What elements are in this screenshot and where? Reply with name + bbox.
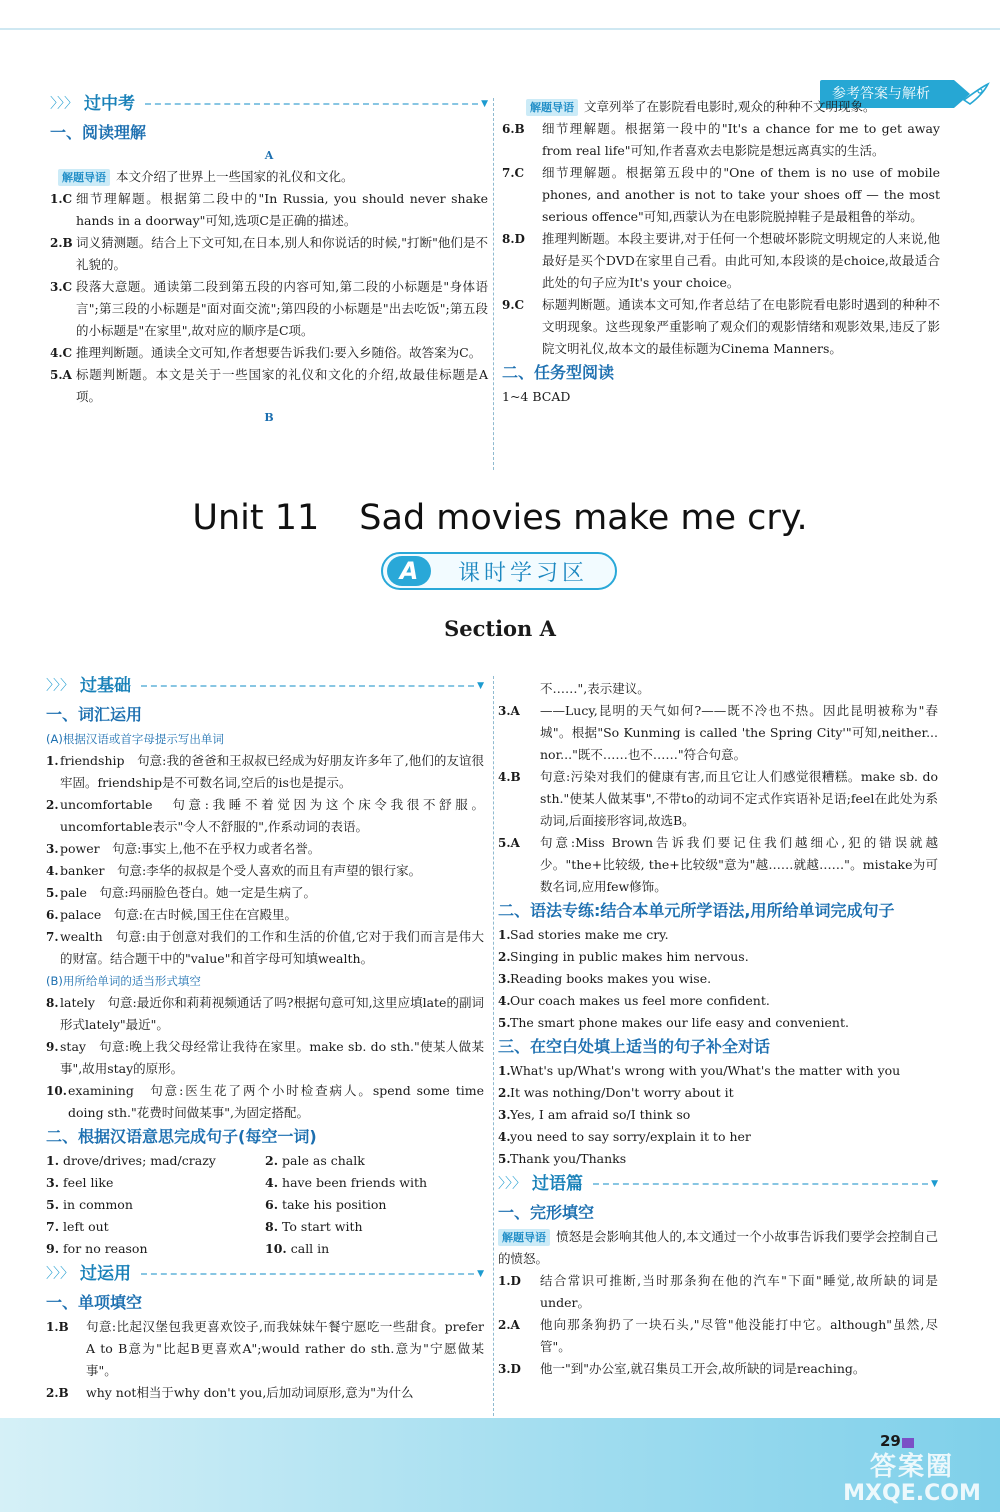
part-title-reading: 一、阅读理解 [50,123,147,142]
answer-item: 1.C 细节理解题。根据第二段中的"In Russia, you should never shake hands in a doorway"可知,选项C是正确的描述。 [50,191,488,228]
section-title: 过基础 [80,676,131,696]
guide-paragraph [502,96,940,118]
answer-item: 3. power 句意:事实上,他不在乎权力或者名誉。 [46,841,321,856]
dashed-rule [141,685,474,687]
arrow-down-icon: ▼ [477,681,484,691]
unit-title [0,494,1000,542]
arrow-down-icon: ▼ [481,99,488,109]
dashed-rule [593,1183,928,1185]
wings-icon: 〉〉〉 [46,678,74,694]
answer-item: 6. palace 句意:在古时候,国王住在宫殿里。 [46,907,297,922]
top-left-column [50,92,488,428]
unit-name: Sad movies make me cry. [359,498,808,538]
answer-item: 6.B 细节理解题。根据第一段中的"It's a chance for me to get away from real life"可知,作者喜欢去电影院是想远离真实的生活。 [502,121,940,158]
answer-pair-row: 7. left out 8. To start with [46,1219,363,1234]
part-title-grammar: 二、语法专练:结合本单元所学语法,用所给单词完成句子 [498,901,895,920]
wings-icon: 〉〉〉 [50,96,78,112]
badge-letter: A [387,556,431,586]
part-title-cloze: 一、完形填空 [498,1203,595,1222]
answer-pair-row: 9. for no reason 10. call in [46,1241,330,1256]
dialog-item: 5. Thank you/Thanks [498,1151,627,1166]
section-heading: Section A [444,616,556,641]
dialog-item: 3. Yes, I am afraid so/I think so [498,1107,691,1122]
part-title-single-choice: 一、单项填空 [46,1293,143,1312]
answer-item: 3.C 段落大意题。通读第二段到第五段的内容可知,第二段的小标题是"身体语言";第三段的小标题是"面对面交流";第四段的小标题是"出去吃饭";第五段的小标题是"在家里",故对应的顺序是C项。 [50,279,488,338]
study-zone-badge [381,552,617,590]
answer-item: 5.A 标题判断题。本文是关于一些国家的礼仪和文化的介绍,故最佳标题是A项。 [50,367,488,404]
part-subtitle-a: (A)根据汉语或首字母提示写出单词 [46,732,224,746]
answer-item: 3.D 他一"到"办公室,就召集员工开会,故所缺的词是reaching。 [498,1361,866,1376]
watermark [832,1452,992,1508]
unit-number: Unit 11 [192,498,320,538]
answer-item: 8. lately 句意:最近你和莉莉视频通话了吗?根据句意可知,这里应填late的副词形式lately"最近"。 [46,995,484,1032]
answer-item: 7. wealth 句意:由于创意对我们的工作和生活的价值,它对于我们而言是伟大的财富。结合题干中的"value"和首字母可知填wealth。 [46,929,484,966]
answer-item: 2.B 词义猜测题。结合上下文可知,在日本,别人和你说话的时候,"打断"他们是不礼貌的。 [50,235,488,272]
answer-item: 2.A 他向那条狗扔了一块石头,"尽管"他没能打中它。although"虽然,尽管"。 [498,1317,938,1354]
continued-text: 不……",表示建议。 [540,681,650,696]
arrow-down-icon: ▼ [931,1179,938,1189]
watermark-bottom: MXQE.COM [843,1481,981,1506]
answer-item: 5.A 句意:Miss Brown告诉我们要记住我们越细心,犯的错误就越少。"the+比较级, the+比较级"意为"越……就越……"。mistake为可数名词,应用few修饰。 [498,835,938,894]
grammar-item: 2. Singing in public makes him nervous. [498,949,749,964]
dialog-item: 4. you need to say sorry/explain it to her [498,1129,751,1144]
answer-pair-row: 1. drove/drives; mad/crazy 2. pale as chalk [46,1153,365,1168]
section-title: 过运用 [80,1264,131,1284]
answer-item: 4.B 句意:污染对我们的健康有害,而且它让人们感觉很糟糕。make sb. do sth."使某人做某事",不带to的动词不定式作宾语补足语;feel在此处为系动词,后面接形容词,故选B。 [498,769,938,828]
dashed-rule [145,103,478,105]
guide-paragraph [50,166,488,188]
answer-item: 9. stay 句意:晚上我父母经常让我待在家里。make sb. do sth."使某人做某事",故用stay的原形。 [46,1039,484,1076]
answer-section-tag: 参考答案与解析 [820,80,942,108]
guide-tag: 解题导语 [526,99,578,116]
dialog-item: 1. What's up/What's wrong with you/What's the matter with you [498,1063,901,1078]
section-header-guojichu [46,674,484,698]
grammar-item: 4. Our coach makes us feel more confident. [498,993,770,1008]
answer-item: 1.D 结合常识可推断,当时那条狗在他的汽车"下面"睡觉,故所缺的词是under。 [498,1273,938,1310]
watermark-top: 答案圈 [869,1452,954,1482]
answer-pair-row: 5. in common 6. take his position [46,1197,387,1212]
guide-text: 本文介绍了世界上一些国家的礼仪和文化。 [116,169,354,184]
badge-text: 课时学习区 [457,560,588,586]
wings-icon: 〉〉〉 [498,1176,526,1192]
answer-item: 1. friendship 句意:我的爸爸和王叔叔已经成为好朋友许多年了,他们的友谊很牢固。friendship是不可数名词,空后的is也是提示。 [46,753,484,790]
answer-item: 5. pale 句意:玛丽脸色苍白。她一定是生病了。 [46,885,317,900]
guide-text: 愤怒是会影响其他人的,本文通过一个小故事告诉我们要学会控制自己的愤怒。 [498,1229,938,1266]
dashed-rule [141,1273,474,1275]
answer-item: 9.C 标题判断题。通读本文可知,作者总结了在电影院看电影时遇到的种种不文明现象。这些现象严重影响了观众们的观影情绪和观影效果,违反了影院文明礼仪,故本文的最佳标题为Cinema Manners。 [502,297,940,356]
answer-item: 2.B why not相当于why don't you,后加动词原形,意为"为什么 [46,1385,414,1400]
section-header-guoyupian [498,1172,938,1196]
grammar-item: 3. Reading books makes you wise. [498,971,712,986]
answer-item: 2. uncomfortable 句意:我睡不着觉因为这个床令我很不舒服。uncomfortable表示"令人不舒服的",作系动词的表语。 [46,797,484,834]
part-title-vocab: 一、词汇运用 [46,705,143,724]
bottom-left-column [46,674,484,1404]
passage-label-a: A [264,149,274,162]
section-header-guoyunyong [46,1262,484,1286]
arrow-down-icon: ▼ [477,1269,484,1279]
rocket-icon [942,80,992,108]
part-title-complete-sentences: 二、根据汉语意思完成句子(每空一词) [46,1127,317,1146]
guide-text: 文章列举了在影院看电影时,观众的种种不文明现象。 [584,99,876,114]
passage-label-b: B [264,411,274,424]
section-title: 过中考 [84,94,135,114]
header-bar [0,0,1000,80]
guide-tag: 解题导语 [498,1229,550,1246]
answer-item: 8.D 推理判断题。本段主要讲,对于任何一个想破坏影院文明规定的人来说,他最好是买个DVD在家里自己看。由此可知,本段谈的是choice,故最适合此处的句子应为It's your choice。 [502,231,940,290]
answer-item: 4. banker 句意:李华的叔叔是个受人喜欢的而且有声望的银行家。 [46,863,422,878]
answer-item: 10. examining 句意:医生花了两个小时检查病人。spend some time doing sth."花费时间做某事",为固定搭配。 [46,1083,484,1120]
bottom-right-column [498,678,938,1380]
answer-item: 4.C 推理判断题。通读全文可知,作者想要告诉我们:要入乡随俗。故答案为C。 [50,345,482,360]
section-title: 过语篇 [532,1174,583,1194]
page-marker [902,1438,914,1448]
answer-pair-row: 3. feel like 4. have been friends with [46,1175,428,1190]
header-stripe [0,28,1000,30]
task-answer: 1~4 BCAD [502,389,571,404]
grammar-item: 1. Sad stories make me cry. [498,927,669,942]
answer-item: 7.C 细节理解题。根据第五段中的"One of them is no use of mobile phones, and another is not to take your shoes off — the most serious offence"可知,西蒙认为在电影院脱掉鞋子是最粗鲁的举动。 [502,165,940,224]
column-divider-top [493,98,494,470]
part-title-dialog: 三、在空白处填上适当的句子补全对话 [498,1037,771,1056]
part-title-task-reading: 二、任务型阅读 [502,363,615,382]
section-header-guozhongkao [50,92,488,116]
dialog-item: 2. It was nothing/Don't worry about it [498,1085,734,1100]
guide-paragraph [498,1226,938,1270]
wings-icon: 〉〉〉 [46,1266,74,1282]
part-subtitle-b: (B)用所给单词的适当形式填空 [46,974,201,988]
top-right-column [502,96,940,408]
column-divider-bottom [493,676,494,1416]
answer-item: 3.A ——Lucy,昆明的天气如何?——既不冷也不热。因此昆明被称为"春城"。根据"So Kunming is called 'the Spring City'"可知,neither... nor..."既不……也不……"符合句意。 [498,703,938,762]
grammar-item: 5. The smart phone makes our life easy and convenient. [498,1015,849,1030]
guide-tag: 解题导语 [58,169,110,186]
answer-item: 1.B 句意:比起汉堡包我更喜欢饺子,而我妹妹午餐宁愿吃一些甜食。prefer A to B意为"比起B更喜欢A";would rather do sth.意为"宁愿做某事"。 [46,1319,484,1378]
page-number: 29 [880,1432,901,1450]
